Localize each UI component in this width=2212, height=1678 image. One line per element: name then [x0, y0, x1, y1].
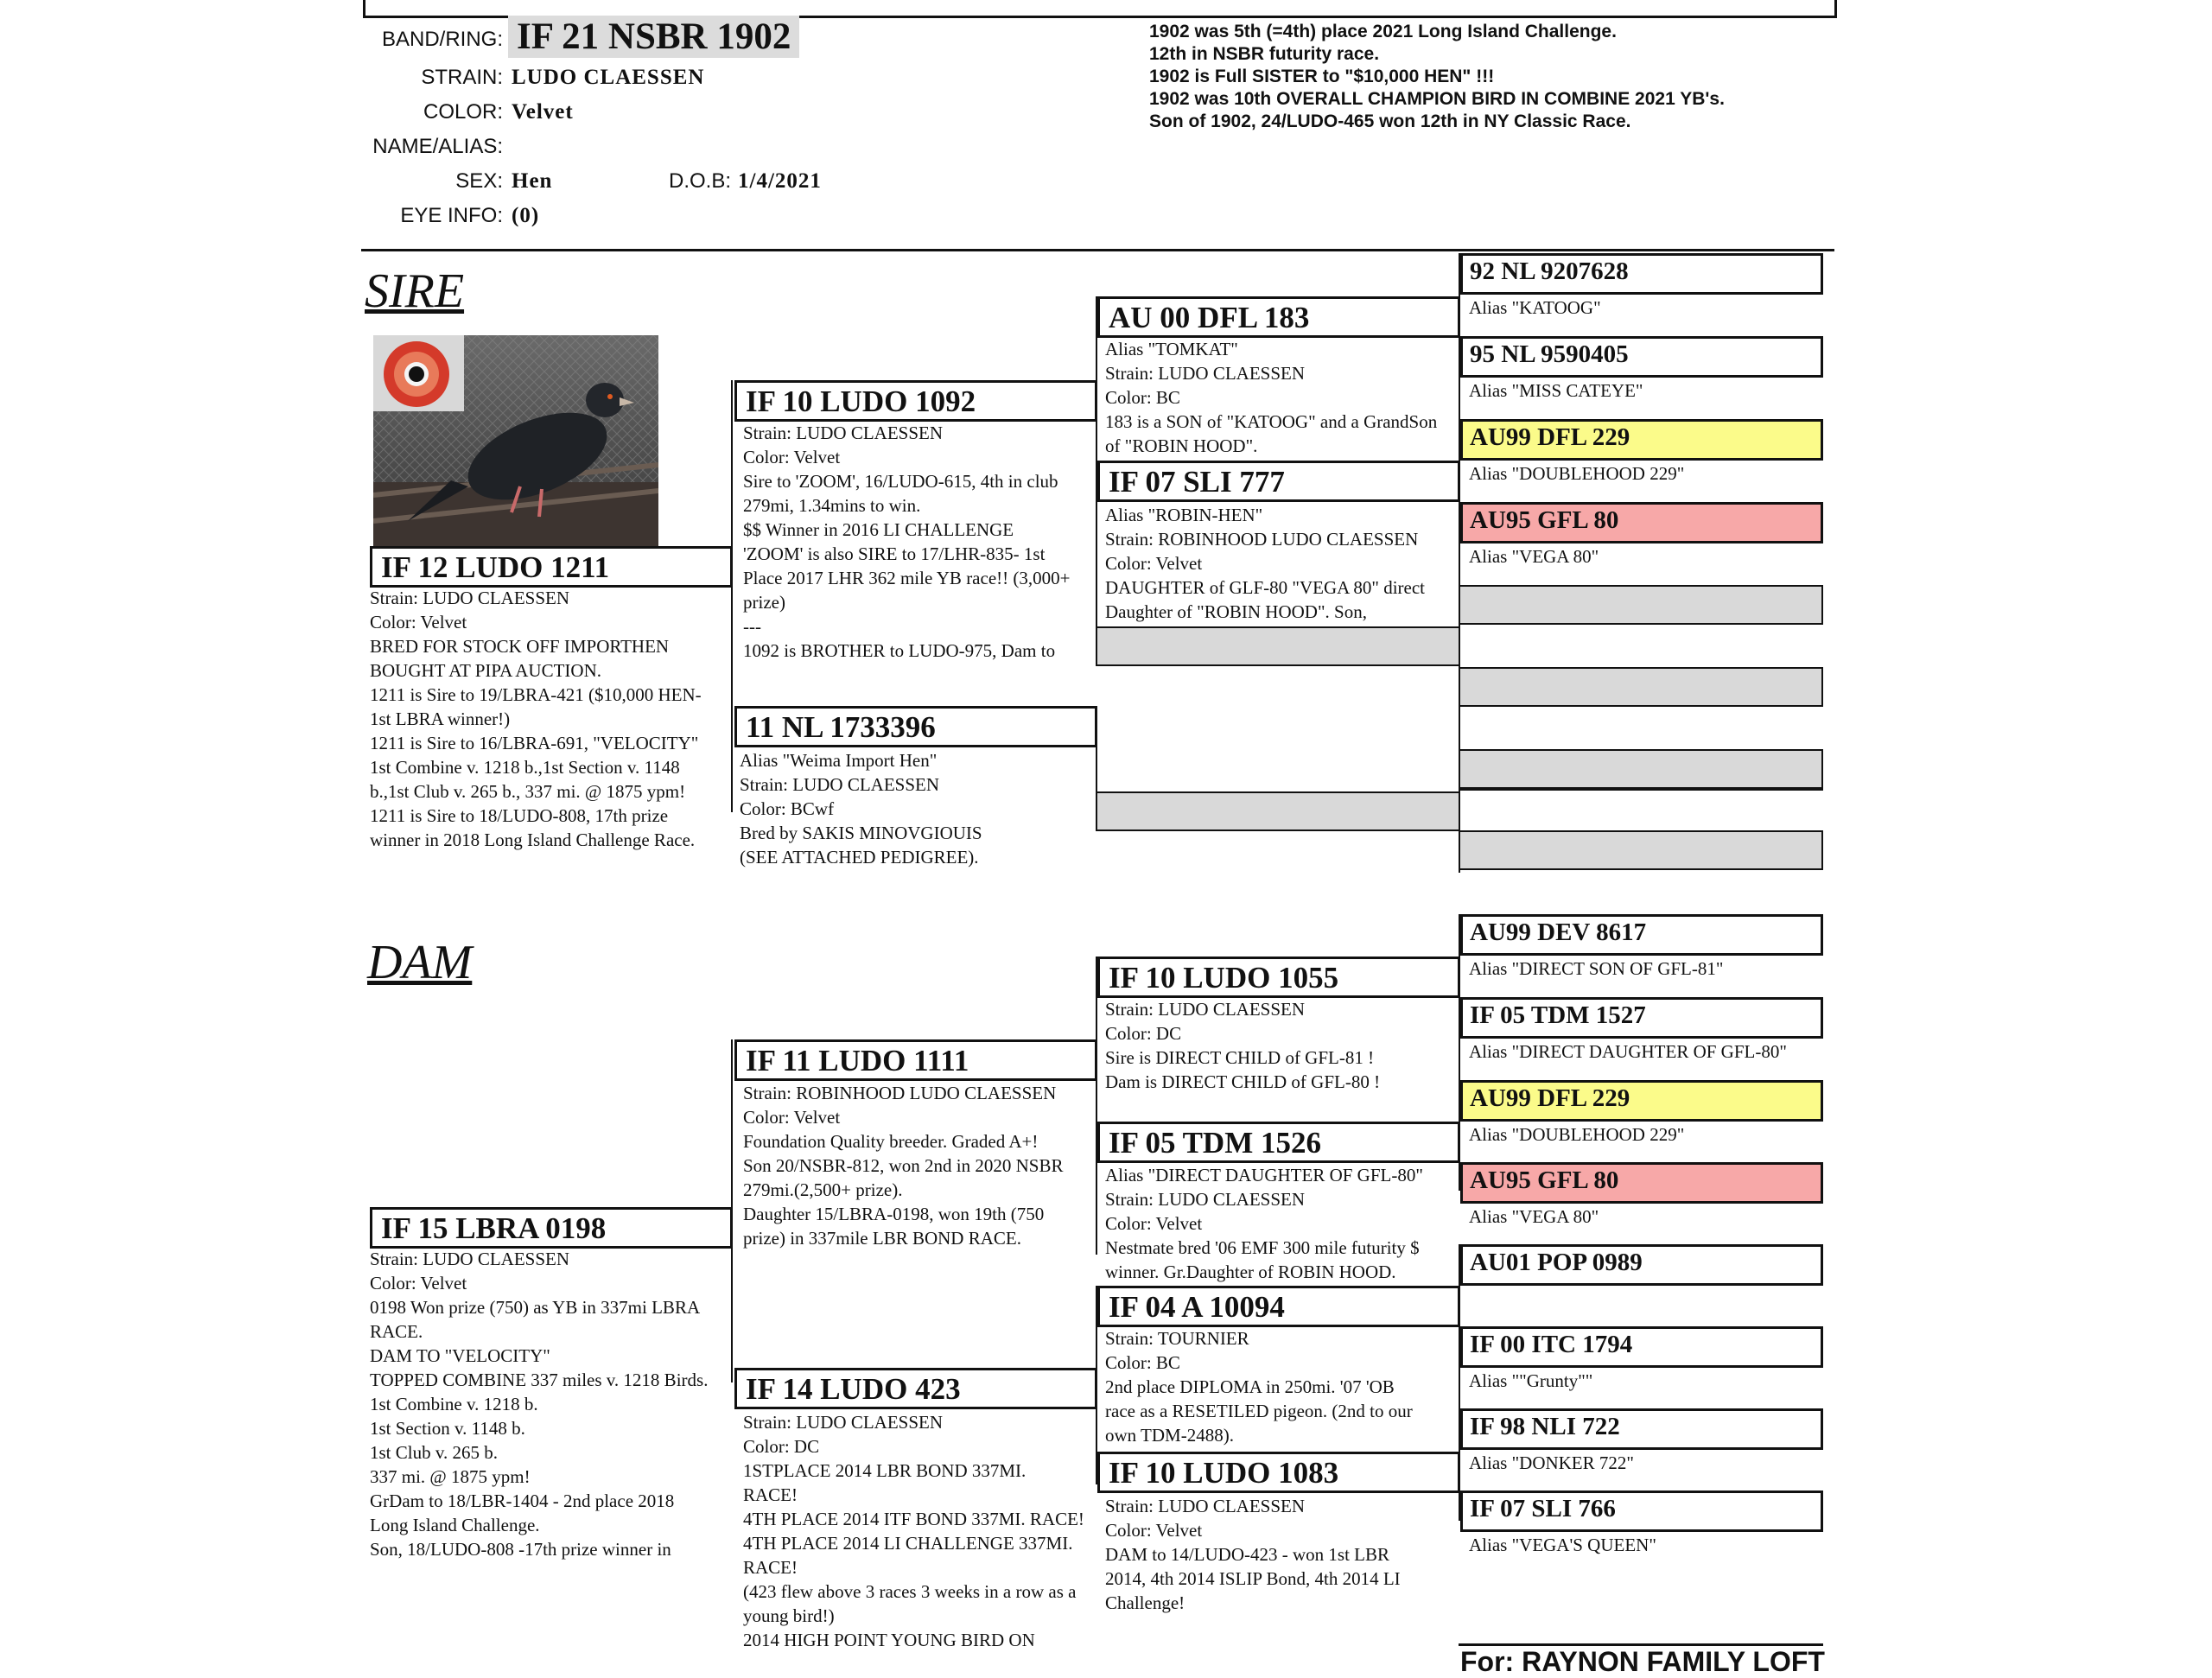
desc-line: Strain: LUDO CLAESSEN	[1105, 1189, 1305, 1210]
gen4-band: IF 05 TDM 1527	[1460, 997, 1823, 1039]
gen4-band: 92 NL 9207628	[1460, 253, 1823, 295]
gen3-ddd-band: IF 10 LUDO 1083	[1097, 1452, 1460, 1493]
gen4-band: 95 NL 9590405	[1460, 336, 1823, 378]
desc-line: of "ROBIN HOOD".	[1105, 435, 1258, 456]
desc-line: ---	[743, 616, 761, 637]
gen3-ssd-band: IF 07 SLI 777	[1097, 461, 1460, 502]
empty-slot	[1459, 667, 1823, 707]
note-line: 1902 was 5th (=4th) place 2021 Long Island Challenge.	[1149, 22, 1617, 41]
empty-slot	[1096, 626, 1460, 666]
desc-line: winner. Gr.Daughter of ROBIN HOOD.	[1105, 1262, 1396, 1282]
strain-label: STRAIN:	[421, 66, 503, 89]
desc-line: 1st LBRA winner!)	[370, 709, 511, 729]
desc-line: Color: Velvet	[370, 1273, 467, 1293]
desc-line: Alias "Weima Import Hen"	[740, 750, 938, 771]
gen4-band: AU99 DFL 229	[1460, 1080, 1823, 1122]
desc-line: b.,1st Club v. 265 b., 337 mi. @ 1875 ypm!	[370, 781, 686, 802]
gen4-alias: Alias "DOUBLEHOOD 229"	[1469, 1124, 1685, 1145]
desc-line: Dam is DIRECT CHILD of GFL-80 !	[1105, 1071, 1381, 1092]
gen3-dss-band: IF 10 LUDO 1055	[1097, 957, 1460, 998]
gen3-sss-band: AU 00 DFL 183	[1097, 296, 1460, 338]
desc-line: 1STPLACE 2014 LBR BOND 337MI.	[743, 1460, 1027, 1481]
desc-line: race as a RESETILED pigeon. (2nd to our	[1105, 1401, 1413, 1421]
desc-line: Color: DC	[743, 1436, 820, 1457]
empty-slot-line	[1459, 789, 1823, 791]
sire-sire-band: IF 10 LUDO 1092	[734, 380, 1097, 422]
gen4-alias: Alias "MISS CATEYE"	[1469, 380, 1643, 401]
gen4-band: AU95 GFL 80	[1460, 502, 1823, 543]
desc-line: Nestmate bred '06 EMF 300 mile futurity $	[1105, 1237, 1420, 1258]
dam-dam-description	[743, 1410, 1084, 1652]
desc-line: Daughter of "ROBIN HOOD". Son,	[1105, 601, 1367, 622]
desc-line: Daughter 15/LBRA-0198, won 19th (750	[743, 1204, 1045, 1224]
desc-line: BRED FOR STOCK OFF IMPORTHEN	[370, 636, 670, 657]
gen4-band: AU01 POP 0989	[1460, 1244, 1823, 1286]
header-notes	[1149, 21, 1725, 133]
desc-line: DAM TO "VELOCITY"	[370, 1345, 550, 1366]
dam-description	[370, 1247, 708, 1561]
desc-line: $$ Winner in 2016 LI CHALLENGE	[743, 519, 1014, 540]
gen4-alias: Alias "DIRECT DAUGHTER OF GFL-80"	[1469, 1041, 1787, 1062]
dam-sire-band: IF 11 LUDO 1111	[734, 1039, 1097, 1081]
desc-line: own TDM-2488).	[1105, 1425, 1234, 1446]
footer-text: For: RAYNON FAMILY LOFT	[1460, 1646, 1825, 1677]
dam-sire-description	[743, 1081, 1063, 1250]
empty-slot	[1459, 585, 1823, 625]
desc-line: Color: Velvet	[743, 447, 841, 467]
desc-line: Place 2017 LHR 362 mile YB race!! (3,000+	[743, 568, 1071, 588]
note-line: 1902 is Full SISTER to "$10,000 HEN" !!!	[1149, 67, 1495, 86]
sire-dam-description	[740, 748, 982, 869]
desc-line: young bird!)	[743, 1605, 835, 1626]
desc-line: Alias "ROBIN-HEN"	[1105, 505, 1263, 525]
gen4-alias: Alias "VEGA 80"	[1469, 546, 1599, 567]
desc-line: 2014 HIGH POINT YOUNG BIRD ON	[743, 1630, 1035, 1650]
gen4-alias: Alias "DONKER 722"	[1469, 1452, 1634, 1473]
desc-line: Foundation Quality breeder. Graded A+!	[743, 1131, 1039, 1152]
gen3-ssd-description	[1105, 503, 1425, 624]
desc-line: Color: DC	[1105, 1023, 1182, 1044]
desc-line: Challenge!	[1105, 1592, 1185, 1613]
strain-value: LUDO CLAESSEN	[512, 66, 705, 89]
sire-band: IF 12 LUDO 1211	[370, 546, 733, 588]
desc-line: RACE!	[743, 1484, 798, 1505]
desc-line: (SEE ATTACHED PEDIGREE).	[740, 847, 979, 868]
desc-line: Color: Velvet	[743, 1107, 841, 1128]
gen4-band: AU95 GFL 80	[1460, 1162, 1823, 1204]
note-line: 12th in NSBR futurity race.	[1149, 44, 1380, 64]
sex-value: Hen	[512, 169, 553, 193]
desc-line: 2014, 4th 2014 ISLIP Bond, 4th 2014 LI	[1105, 1568, 1401, 1589]
dam-band: IF 15 LBRA 0198	[370, 1207, 733, 1249]
note-line: Son of 1902, 24/LUDO-465 won 12th in NY Classic Race.	[1149, 111, 1631, 131]
desc-line: Strain: LUDO CLAESSEN	[370, 1249, 569, 1269]
sire-sire-description	[743, 421, 1070, 663]
desc-line: DAM to 14/LUDO-423 - won 1st LBR	[1105, 1544, 1389, 1565]
desc-line: 337 mi. @ 1875 ypm!	[370, 1466, 531, 1487]
sire-dam-band: 11 NL 1733396	[734, 706, 1097, 747]
desc-line: BOUGHT AT PIPA AUCTION.	[370, 660, 602, 681]
sire-title: SIRE	[365, 264, 465, 318]
empty-slot	[1459, 830, 1823, 870]
desc-line: RACE.	[370, 1321, 423, 1342]
desc-line: 1st Combine v. 1218 b.	[370, 1394, 538, 1414]
desc-line: Strain: LUDO CLAESSEN	[370, 588, 569, 608]
color-value: Velvet	[512, 100, 574, 124]
gen4-alias: Alias "VEGA'S QUEEN"	[1469, 1535, 1656, 1555]
desc-line: Long Island Challenge.	[370, 1515, 540, 1535]
desc-line: 4TH PLACE 2014 LI CHALLENGE 337MI.	[743, 1533, 1073, 1554]
gen4-alias: Alias ""Grunty""	[1469, 1370, 1593, 1391]
desc-line: Color: Velvet	[1105, 553, 1203, 574]
dob-value: 1/4/2021	[738, 169, 822, 193]
desc-line: 279mi.(2,500+ prize).	[743, 1179, 903, 1200]
desc-line: DAUGHTER of GLF-80 "VEGA 80" direct	[1105, 577, 1426, 598]
desc-line: 1st Club v. 265 b.	[370, 1442, 498, 1463]
desc-line: Strain: LUDO CLAESSEN	[1105, 999, 1305, 1020]
desc-line: Color: Velvet	[370, 612, 467, 632]
desc-line: Sire is DIRECT CHILD of GFL-81 !	[1105, 1047, 1375, 1068]
gen3-ddd-description	[1105, 1494, 1401, 1615]
desc-line: 2nd place DIPLOMA in 250mi. '07 'OB	[1105, 1376, 1395, 1397]
desc-line: Son, 18/LUDO-808 -17th prize winner in	[370, 1539, 671, 1560]
color-label: COLOR:	[423, 100, 503, 124]
gen3-dds-description	[1105, 1326, 1413, 1447]
gen4-alias: Alias "DIRECT SON OF GFL-81"	[1469, 958, 1724, 979]
gen3-dds-band: IF 04 A 10094	[1097, 1286, 1460, 1327]
desc-line: Son 20/NSBR-812, won 2nd in 2020 NSBR	[743, 1155, 1064, 1176]
gen4-alias: Alias "DOUBLEHOOD 229"	[1469, 463, 1685, 484]
empty-slot	[1096, 791, 1460, 831]
empty-slot	[1459, 749, 1823, 789]
desc-line: 0198 Won prize (750) as YB in 337mi LBRA	[370, 1297, 701, 1318]
gen4-band: AU99 DEV 8617	[1460, 914, 1823, 956]
gen4-band: IF 98 NLI 722	[1460, 1408, 1823, 1450]
dam-title: DAM	[367, 936, 473, 989]
desc-line: 1211 is Sire to 18/LUDO-808, 17th prize	[370, 805, 669, 826]
connector	[1096, 957, 1097, 1255]
pigeon-photo	[373, 335, 658, 547]
desc-line: Alias "TOMKAT"	[1105, 339, 1238, 359]
eye-label: EYE INFO:	[400, 204, 503, 227]
desc-line: Strain: LUDO CLAESSEN	[743, 423, 943, 443]
desc-line: Color: Velvet	[1105, 1213, 1203, 1234]
desc-line: 1211 is Sire to 16/LBRA-691, "VELOCITY"	[370, 733, 699, 753]
desc-line: Strain: ROBINHOOD LUDO CLAESSEN	[1105, 529, 1419, 550]
desc-line: Sire to 'ZOOM', 16/LUDO-615, 4th in club	[743, 471, 1058, 492]
eye-value: (0)	[512, 204, 540, 227]
gen4-alias: Alias "VEGA 80"	[1469, 1206, 1599, 1227]
note-line: 1902 was 10th OVERALL CHAMPION BIRD IN COMBINE 2021 YB's.	[1149, 89, 1725, 109]
desc-line: Strain: TOURNIER	[1105, 1328, 1249, 1349]
gen4-band: AU99 DFL 229	[1460, 419, 1823, 461]
desc-line: winner in 2018 Long Island Challenge Race.	[370, 829, 696, 850]
desc-line: Color: BCwf	[740, 798, 835, 819]
desc-line: 1211 is Sire to 19/LBRA-421 ($10,000 HEN-	[370, 684, 702, 705]
desc-line: GrDam to 18/LBR-1404 - 2nd place 2018	[370, 1490, 675, 1511]
desc-line: Strain: LUDO CLAESSEN	[1105, 363, 1305, 384]
desc-line: RACE!	[743, 1557, 798, 1578]
gen3-sss-description	[1105, 337, 1437, 458]
desc-line: 1092 is BROTHER to LUDO-975, Dam to	[743, 640, 1056, 661]
desc-line: Bred by SAKIS MINOVGIOUIS	[740, 823, 982, 843]
gen4-band: IF 00 ITC 1794	[1460, 1326, 1823, 1368]
gen4-alias: Alias "KATOOG"	[1469, 297, 1601, 318]
gen3-dsd-band: IF 05 TDM 1526	[1097, 1122, 1460, 1163]
header-divider	[361, 249, 1834, 251]
connector	[731, 380, 733, 812]
gen4-band: IF 07 SLI 766	[1460, 1490, 1823, 1532]
desc-line: 279mi, 1.34mins to win.	[743, 495, 921, 516]
desc-line: Strain: LUDO CLAESSEN	[740, 774, 939, 795]
desc-line: 1st Section v. 1148 b.	[370, 1418, 525, 1439]
dam-dam-band: IF 14 LUDO 423	[734, 1368, 1097, 1409]
desc-line: Alias "DIRECT DAUGHTER OF GFL-80"	[1105, 1165, 1423, 1185]
desc-line: prize)	[743, 592, 785, 613]
dob-label: D.O.B:	[668, 169, 731, 193]
pigeon-photo-svg	[373, 335, 658, 547]
desc-line: Color: BC	[1105, 1352, 1180, 1373]
sire-description	[370, 586, 702, 852]
band-label: BAND/RING:	[381, 28, 503, 51]
band-value: IF 21 NSBR 1902	[508, 16, 799, 58]
name-label: NAME/ALIAS:	[372, 135, 503, 158]
desc-line: Strain: LUDO CLAESSEN	[743, 1412, 943, 1433]
sex-label: SEX:	[455, 169, 503, 193]
desc-line: 1st Combine v. 1218 b.,1st Section v. 1148	[370, 757, 680, 778]
desc-line: Color: Velvet	[1105, 1520, 1203, 1541]
desc-line: Color: BC	[1105, 387, 1180, 408]
desc-line: Strain: ROBINHOOD LUDO CLAESSEN	[743, 1083, 1057, 1103]
gen3-dss-description	[1105, 997, 1380, 1094]
desc-line: 4TH PLACE 2014 ITF BOND 337MI. RACE!	[743, 1509, 1084, 1529]
desc-line: 'ZOOM' is also SIRE to 17/LHR-835- 1st	[743, 543, 1046, 564]
desc-line: 183 is a SON of "KATOOG" and a GrandSon	[1105, 411, 1438, 432]
desc-line: prize) in 337mile LBR BOND RACE.	[743, 1228, 1021, 1249]
desc-line: TOPPED COMBINE 337 miles v. 1218 Birds.	[370, 1370, 709, 1390]
gen3-dsd-description	[1105, 1163, 1423, 1284]
desc-line: Strain: LUDO CLAESSEN	[1105, 1496, 1305, 1516]
desc-line: (423 flew above 3 races 3 weeks in a row as a	[743, 1581, 1077, 1602]
